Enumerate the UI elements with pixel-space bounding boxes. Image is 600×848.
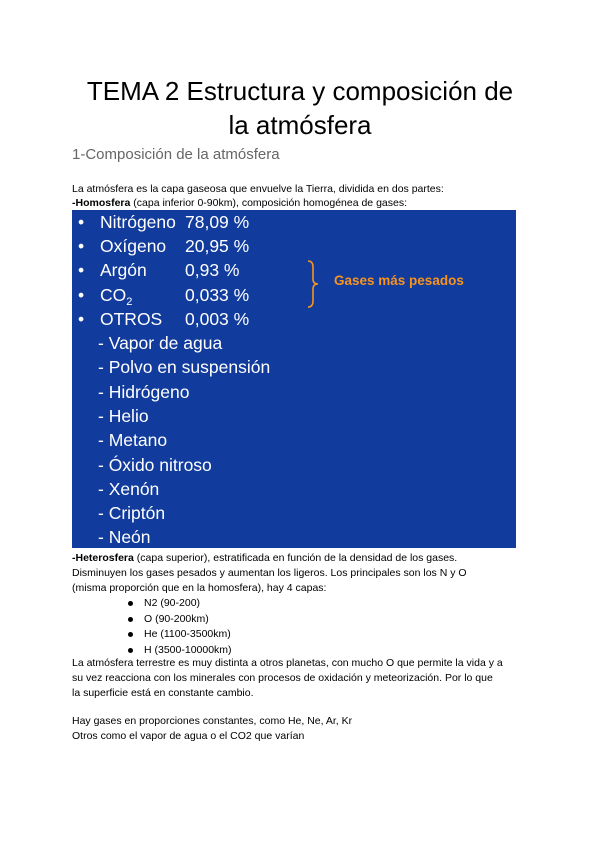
list-item-text: N2 (90-200) xyxy=(144,597,201,609)
bullet: • xyxy=(78,309,85,329)
heterosfera-line-1 xyxy=(72,551,457,566)
other-gas-label: - Hidrógeno xyxy=(98,382,190,402)
bullet: • xyxy=(78,212,85,232)
gas-subscript: 2 xyxy=(126,296,133,308)
gas-value: 20,95 % xyxy=(185,236,250,256)
gas-formula: CO xyxy=(100,285,127,305)
other-gas-label: - Helio xyxy=(98,406,149,426)
title-line-1: TEMA 2 Estructura y composición de xyxy=(86,76,514,106)
other-gas-label: - Neón xyxy=(98,527,151,547)
curly-brace-icon xyxy=(306,260,320,308)
gas-value: 78,09 % xyxy=(185,212,250,232)
title-line-2: la atmósfera xyxy=(228,110,372,140)
gas-value: 0,93 % xyxy=(185,260,240,280)
list-item-text: H (3500-10000km) xyxy=(144,643,232,656)
list-item xyxy=(120,627,232,643)
bullet: • xyxy=(78,236,85,256)
heterosfera-label: -Heterosfera xyxy=(72,552,134,564)
bullet: • xyxy=(78,285,85,305)
bullet-dot-icon xyxy=(128,601,133,606)
other-gas-label: - Vapor de agua xyxy=(98,333,223,353)
page-title xyxy=(40,74,560,142)
heterosfera-text: (capa superior), estratificada en función de la densidad de los gases. xyxy=(133,552,458,564)
paragraph-line: Hay gases en proporciones constantes, como He, Ne, Ar, Kr xyxy=(72,715,353,727)
heterosfera-line-2: Disminuyen los gases pesados y aumentan los ligeros. Los principales son los N y O xyxy=(72,567,467,579)
layers-list xyxy=(120,596,232,658)
other-gas-label: - Criptón xyxy=(98,503,166,523)
list-item xyxy=(120,612,232,628)
gas-composition-panel xyxy=(72,210,516,548)
heavy-gases-label: Gases más pesados xyxy=(334,273,464,288)
homosfera-label: -Homosfera xyxy=(72,197,131,209)
gas-name: Nitrógeno xyxy=(100,212,176,232)
gas-value: 0,033 % xyxy=(185,285,250,305)
bullet-dot-icon xyxy=(128,617,133,622)
other-gas-label: - Óxido nitroso xyxy=(98,455,212,475)
bullet: • xyxy=(78,260,85,280)
gas-name: OTROS xyxy=(100,309,163,329)
bullet-dot-icon xyxy=(128,632,133,637)
list-item xyxy=(120,596,232,612)
homosfera-paragraph xyxy=(72,196,407,211)
paragraph-line: la superficie está en constante cambio. xyxy=(72,687,254,699)
list-item-text: O (90-200km) xyxy=(144,612,209,625)
section-heading: 1-Composición de la atmósfera xyxy=(72,146,280,163)
other-gas-label: - Xenón xyxy=(98,479,160,499)
heterosfera-line-3: (misma proporción que en la homosfera), hay 4 capas: xyxy=(72,582,327,594)
bullet-dot-icon xyxy=(128,648,133,653)
gas-value: 0,003 % xyxy=(185,309,250,329)
paragraph-line: Otros como el vapor de agua o el CO2 que varían xyxy=(72,730,305,742)
paragraph-line: su vez reacciona con los minerales con procesos de oxidación y meteorización. Por lo que xyxy=(72,672,493,684)
homosfera-text: (capa inferior 0-90km), composición homogénea de gases: xyxy=(130,197,408,209)
list-item-text: He (1100-3500km) xyxy=(144,628,231,640)
gas-name: Oxígeno xyxy=(100,236,167,256)
other-gas-label: - Metano xyxy=(98,430,168,450)
other-gas-label: - Polvo en suspensión xyxy=(98,357,271,377)
gas-name: Argón xyxy=(100,260,147,280)
intro-paragraph: La atmósfera es la capa gaseosa que envuelve la Tierra, dividida en dos partes: xyxy=(72,183,444,195)
paragraph-line: La atmósfera terrestre es muy distinta a otros planetas, con mucho O que permite la vida y a xyxy=(72,657,503,669)
